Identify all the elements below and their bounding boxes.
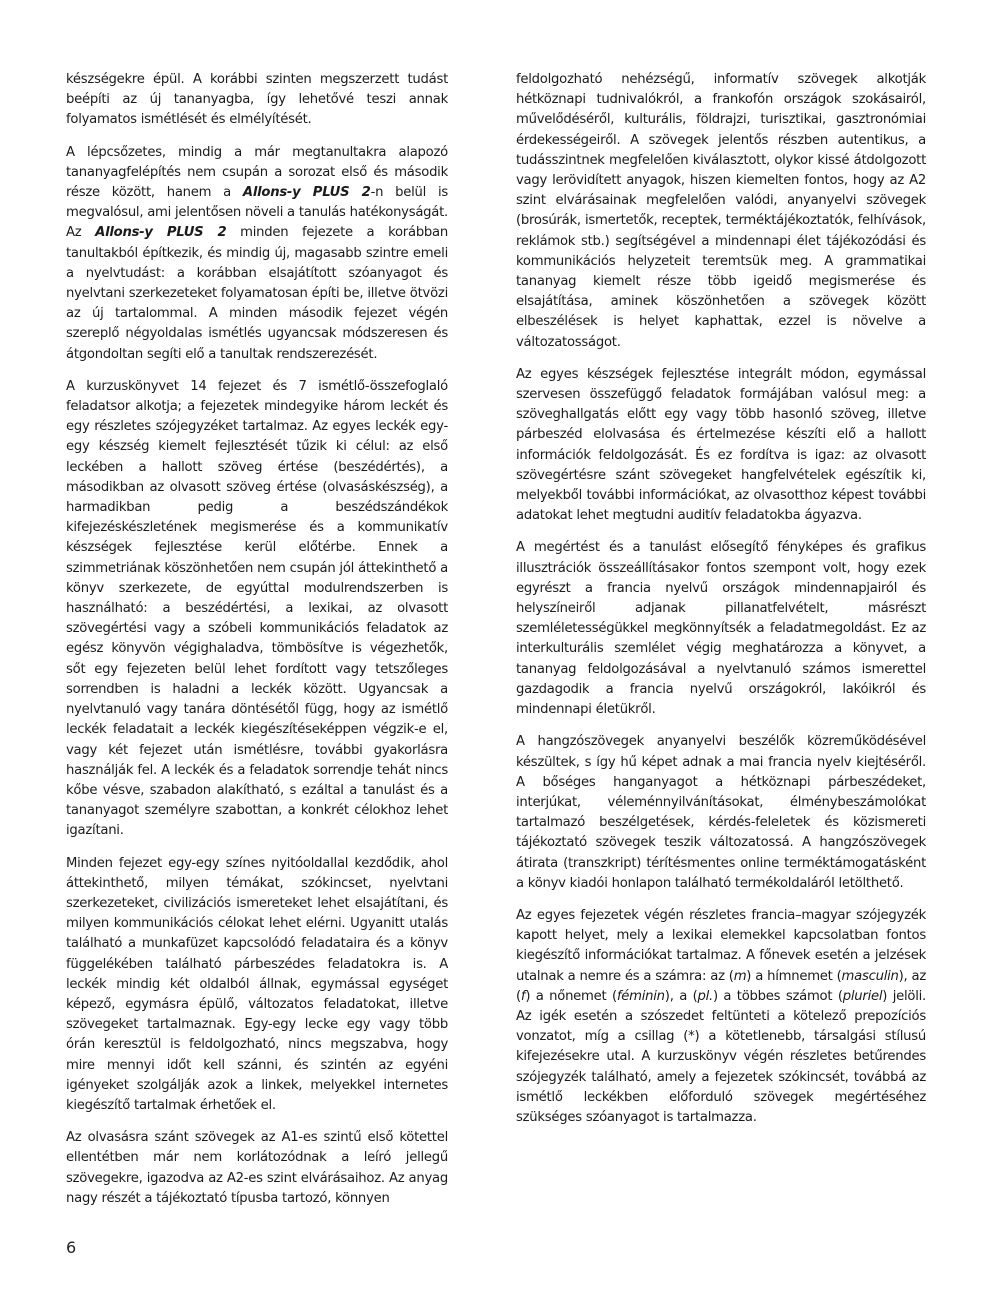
body-paragraph [516,732,926,894]
right-text-column [516,70,926,1140]
body-paragraph [516,906,926,1128]
text-run: feldolgozható nehézségű, informatív szövegek alkotják hétköznapi tudnivalókról, a frankofón országok szokásairól, művelődéséről, kulturális, földrajzi, turisztikai, gasztronómiai érdekességeiről. A szövegek jelentős részben autentikus, a tudásszintnek megfelelően kiválasztott, olykor kissé átdolgozott vagy lerövidített anyagok, hiszen kiemelten fontos, hogy az A2 szint elvárásainak megfelelően valódi, anyanyelvi szövegek (brosúrák, ismertetők, receptek, terméktájékoztatók, felhívások, reklámok stb.) segítségével a mindennapi élet tájékozódási és kommunikációs helyzeteit teremtsük meg. A grammatikai tananyag kiemelt része több igeidő megismerése és elsajátítása, aminek köszönhetően a szövegek között elbeszélések is helyet kaphattak, ezzel is növelve a változatosságot. [516,72,926,350]
body-paragraph [516,365,926,527]
text-run: Minden fejezet egy-egy színes nyitóoldallal kezdődik, ahol áttekinthető, milyen témákat, szókincset, nyelvtani szerkezeteket, civilizációs ismereteket lehet elsajátítani, és milyen kommunikációs célokat lehet elérni. Ugyanitt utalás található a munkafüzet kapcsolódó feladataira és a könyv függelékében található párbeszédes feladatokra is. A leckék mindig két oldalból állnak, egymással egységet képező, egymásra épülő, változatos feladatokat, illetve szövegeket tartalmaznak. Egy-egy lecke egy vagy több órán keresztül is feldolgozható, nincs megszabva, hogy mire mennyi időt kell szánni, és szintén az egyéni igényeket szolgálják azok a linkek, melyekkel internetes kiegészítő tartalmak érhetőek el. [66,855,448,1113]
text-run: A lépcsőzetes, mindig a már megtanultakra alapozó tananyagfelépítés nem csupán a sorozat első és második része között, hanem a [66,144,448,201]
text-run: ) a nőnemet ( [525,988,617,1004]
text-run: ), a ( [664,988,698,1004]
book-title: Allons-y PLUS 2 [95,225,227,241]
text-run: ) a hímnemet ( [746,968,842,984]
italic-term: f [520,988,526,1004]
text-run: A megértést és a tanulást elősegítő fényképes és grafikus illusztrációk összeállításakor fontos szempont volt, hogy ezek egyrészt a francia nyelvű országok mindennapjairól és helyszíneiről adjanak pillanatfelvételt, másrészt szemléletességükkel megkönnyítsék a feladatmegoldást. Ez az interkulturális szemlélet végig meghatározza a könyvet, a tananyag feldolgozásával a nyelvtanuló számos ismerettel gazdagodik a francia nyelvű országokról, lakóikról és mindennapi életükről. [516,540,926,718]
italic-term: féminin [616,988,665,1004]
text-run: készségekre épül. A korábbi szinten megszerzett tudást beépíti az új tananyagba, így lehetővé teszi annak folyamatos ismétlését és elmélyítését. [66,72,448,128]
italic-term: pl. [697,988,713,1004]
body-paragraph [516,70,926,353]
left-text-column [66,70,448,1221]
text-run: ) a többes számot ( [712,988,843,1004]
text-run: -n belül is megvalósul, ami jelentősen növeli a tanulás hatékonyságát. Az [66,185,448,241]
italic-term: m [733,968,747,984]
text-run: Az egyes fejezetek végén részletes francia–magyar szójegyzék kapott helyet, mely a lexikai elemekkel kapcsolatban fontos kiegészítő információkat tartalmaz. A főnevek esetén a jelzések utalnak a nemre és a számra: az ( [516,907,926,984]
text-run: minden fejezete a korábban tanultakból építkezik, és mindig új, magasabb szintre emeli a nyelvtudást: a korábban elsajátított szóanyagot és nyelvtani szerkezeteket folyamatosan építi be, illetve ötvözi az új tartalommal. A minden második fejezet végén szereplő négyoldalas ismétlés ugyancsak módszeresen és átgondoltan segíti elő a tanultak rendszerezését. [66,225,448,362]
text-run: ) jelöli. Az igék esetén a szószedet feltünteti a kötelező prepozíciós vonzatot, míg a csillag (*) a kötetlenebb, társalgási stílusú kifejezésekre utal. A kurzuskönyv végén részletes betűrendes szójegyzék található, amely a fejezetek szókincsét, továbbá az ismétlő leckékben előforduló szövegek megértéséhez szükséges szóanyagot is tartalmazza. [516,988,926,1125]
body-paragraph [66,854,448,1117]
page-number: 6 [66,1238,77,1257]
text-run: Az egyes készségek fejlesztése integrált módon, egymással szervesen összefüggő feladatok formájában valósul meg: a szöveghallgatás előtt egy vagy több hasonló szöveg, illetve párbeszéd elolvasása és értelmezése készíti elő a hallott információk feldolgozását. És ez fordítva is igaz: az olvasott szövegértésre szánt szövegeket hangfelvételek egészítik ki, melyekből további információkat, az olvasotthoz képest további adatokat lehet megtudni auditív feladatokba ágyazva. [516,366,926,524]
text-run: Az olvasásra szánt szövegek az A1-es szintű első kötettel ellentétben már nem korlátozódnak a leíró jellegű szövegekre, igazodva az A2-es szint elvárásaihoz. Az anyag nagy részét a tájékoztató típusba tartozó, könnyen [66,1130,448,1206]
text-run: ), az ( [516,968,927,1004]
body-paragraph [66,70,448,131]
italic-term: masculin [841,968,899,984]
text-run: A kurzuskönyvet 14 fejezet és 7 ismétlő-összefoglaló feladatsor alkotja; a fejezetek mindegyike három leckét és egy részletes szójegyzéket tartalmaz. Az egyes leckék egy-egy készség kiemelt fejlesztését tűzik ki célul: az első leckében a hallott szöveg értése (beszédértés), a másodikban az olvasott szöveg értése (olvasáskészség), a harmadikban pedig a beszédszándékok kifejezéskészletének megismerése és a kommunikatív készségek fejlesztése kerül előtérbe. Ennek a szimmetriának köszönhetően nem csupán jól áttekinthető a könyv szerkezete, de egyúttal modulrendszerben is használható: a beszédértési, a lexikai, az olvasott szövegértési vagy a szóbeli kommunikációs feladatok az egész könyvön végighaladva, tömbösítve is végezhetők, sőt egy fejezeten belül lehet fordított vagy tetszőleges sorrendben is haladni a leckék között. Ugyancsak a nyelvtanuló vagy tanára döntésétől függ, hogy az ismétlő leckék feladatait a leckék kiegészítéseképpen végzik-e el, vagy két fejezet után ismétlésre, további gyakorlásra használják fel. A leckék és a feladatok sorrendje tehát nincs kőbe vésve, szabadon alakítható, s ezáltal a tanulást és a tananyagot személyre szabottan, a konkrét célokhoz lehet igazítani. [66,378,448,839]
body-paragraph [66,377,448,842]
body-paragraph [66,1128,448,1209]
text-run: A hangzószövegek anyanyelvi beszélők közreműködésével készültek, s így hű képet adnak a mai francia nyelv kiejtéséről. A bőséges hanganyagot a hétköznapi párbeszédeket, interjúkat, véleménnyilvánításokat, élménybeszámolókat tartalmazó beszélgetések, kérdés-feleletek és közismereti tájékoztató szövegek teszik változatossá. A hangzószövegek átirata (transzkript) térítésmentes online terméktámogatásként a könyv kiadói honlapon található termékoldaláról letölthető. [516,734,926,891]
italic-term: pluriel [842,988,883,1004]
body-paragraph [516,538,926,720]
body-paragraph [66,143,448,365]
book-title: Allons-y PLUS 2 [242,185,371,201]
